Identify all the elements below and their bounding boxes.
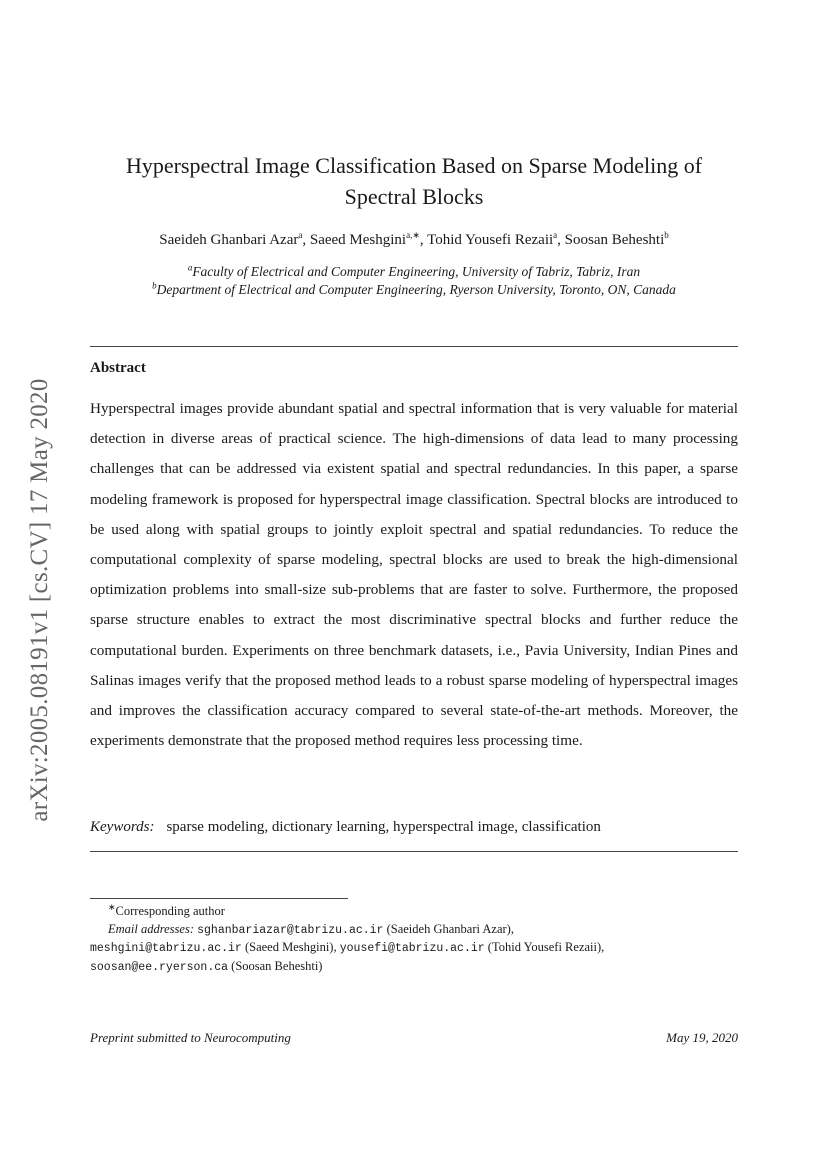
paper-title [0,150,828,212]
author-name: Saeideh Ghanbari Azar [159,232,299,248]
author-affiliation-mark: a,∗ [406,230,420,240]
abstract-text: Hyperspectral images provide abundant spatial and spectral information that is very valuable for material detection in diverse areas of practical science. The high-dimensions of data lead to many processing challenges that can be addressed via existent spatial and spectral redundancies. In this paper, a sparse modeling framework is proposed for hyperspectral image classification. Spectral blocks are introduced to be used along with spatial groups to jointly exploit spectral and spatial redundancies. To reduce the computational complexity of sparse modeling, spectral blocks are used to break the high-dimensional optimization problems into small-size sub-problems that are faster to solve. Furthermore, the proposed sparse structure enables to extract the most discriminative spectral blocks and further reduce the computational burden. Experiments on three benchmark datasets, i.e., Pavia University, Indian Pines and Salinas images verify that the proposed method leads to a robust sparse modeling of hyperspectral images and improves the classification accuracy compared to several state-of-the-art methods. Moreover, the experiments demonstrate that the proposed method requires less processing time. [90,400,738,750]
affiliation-mark: a [187,262,193,273]
author-separator: , [419,232,428,248]
affiliation-text: Faculty of Electrical and Computer Engineering, University of Tabriz, Tabriz, Iran [192,264,641,279]
email-owner: (Tohid Yousefi Rezaii), [484,940,605,954]
preprint-date: May 19, 2020 [666,1030,738,1045]
email-line-3 [90,958,750,977]
author-name: Saeed Meshgini [309,232,407,248]
abstract-top-rule [90,346,738,347]
affiliation-text: Department of Electrical and Computer Engineering, Ryerson University, Toronto, ON, Canada [156,282,676,297]
author-affiliation-mark: a [298,230,303,240]
affiliation-a [0,264,828,280]
title-line-1: Hyperspectral Image Classification Based on Sparse Modeling of [125,153,703,178]
author-separator: , [557,232,565,248]
preprint-note: Preprint submitted to Neurocomputing [90,1030,291,1045]
keywords-line [90,819,601,836]
email-link[interactable]: meshgini@tabrizu.ac.ir [90,942,242,955]
email-owner: (Saeideh Ghanbari Azar), [383,921,514,936]
email-link[interactable]: yousefi@tabrizu.ac.ir [339,942,485,955]
affiliation-b [0,282,828,298]
author-affiliation-mark: b [664,230,669,240]
keywords-label: Keywords: [90,819,155,835]
email-label: Email addresses: [108,921,194,936]
arxiv-stamp: arXiv:2005.08191v1 [cs.CV] 17 May 2020 [26,378,53,822]
affiliation-mark: b [152,280,157,291]
footnote-rule [90,898,348,899]
email-link[interactable]: sghanbariazar@tabrizu.ac.ir [197,923,384,937]
author-name: Tohid Yousefi Rezaii [427,232,554,248]
author-list [0,232,828,249]
corresponding-author-text: Corresponding author [115,904,225,918]
email-owner: (Saeed Meshgini), [241,940,340,954]
footnote-mark: ∗ [108,901,116,912]
email-line-1 [90,921,750,940]
abstract-bottom-rule [90,851,738,852]
keywords-text: sparse modeling, dictionary learning, hyperspectral image, classification [166,819,601,835]
footnotes [90,903,750,976]
author-separator: , [302,232,310,248]
abstract-heading: Abstract [90,360,146,376]
email-link[interactable]: soosan@ee.ryerson.ca [90,960,229,974]
corresponding-author-note [90,903,750,921]
email-owner: (Soosan Beheshti) [228,958,323,973]
author-name: Soosan Beheshti [564,232,665,248]
email-line-2 [90,939,750,958]
author-affiliation-mark: a [553,230,558,240]
title-line-2: Spectral Blocks [344,184,484,209]
